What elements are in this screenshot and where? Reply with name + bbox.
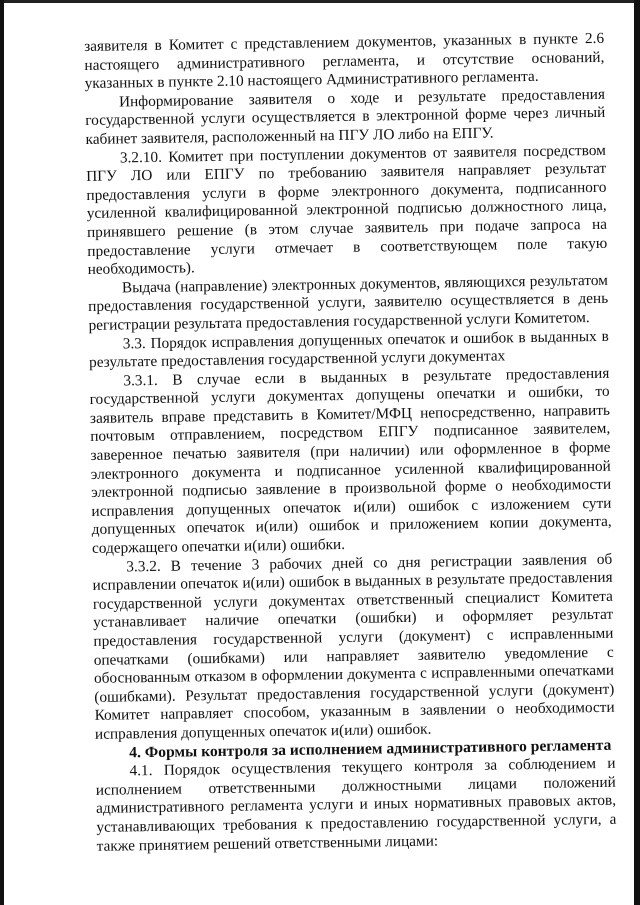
paragraph-continuation: заявителя в Комитет с представлением документов, указанных в пункте 2.6 настоящего административного регламента, и отсутствие оснований, указанных в пункте 2.10 настоящего Административного регламента. [84,29,605,93]
section-4-heading: 4. Формы контроля за исполнением административного регламента [129,736,612,761]
scan-edge-top [0,0,640,3]
section-3-3-title: 3.3. Порядок исправления допущенных опечаток и ошибок в выданных в результате предоставления государственной услуги документах [88,327,609,372]
paragraph-4-1: 4.1. Порядок осуществления текущего контроля за соблюдением и исполнением ответственными должностными лицами положений административного регламента услуги и иных нормативных правовых актов, устанавливающих требования к предоставлению государственной услуги, а также принятием решений ответственными лицами: [95,754,617,855]
paragraph-informing: Информирование заявителя о ходе и результате предоставления государственной услуги осуществляется в электронной форме через личный кабинет заявителя, расположенный на ПГУ ЛО либо на ЕПГУ. [85,85,606,148]
paragraph-3-2-10: 3.2.10. Комитет при поступлении документов от заявителя посредством ПГУ ЛО или ЕПГУ по требованию заявителя направляет результат предоставления услуги в форме электронного документа, подписанного усиленной квалифицированной электронной подписью должностного лица, принявшего решение (в этом случае заявитель при подаче запроса на предоставление услуги отмечает в соответствующем поле такую необходимость). [86,141,608,279]
scan-edge-left [0,0,4,905]
document-body [84,30,617,856]
scan-edge-right [634,0,640,905]
paragraph-3-3-1: 3.3.1. В случае если в выданных в результате предоставления государственной услуги документах допущены опечатки и ошибки, то заявитель вправе представить в Комитет/МФЦ непосредственно, направить почтовым отправлением, посредством ЕПГУ подписанное заявителем, заверенное печатью заявителя (при наличии) или оформленное в форме электронного документа и подписанное усиленной квалифицированной электронной подписью заявление в произвольной форме о необходимости исправления допущенных опечаток и(или) ошибок с изложением сути допущенных опечаток и(или) ошибок и приложением копии документа, содержащего опечатки и(или) ошибки. [89,364,612,557]
paragraph-3-3-2: 3.3.2. В течение 3 рабочих дней со дня регистрации заявления об исправлении опечаток и(или) ошибок в выданных в результате предоставления государственной услуги документах ответственный специалист Комитета устанавливает наличие опечатки (ошибки) и оформляет результат предоставления государственной услуги (документ) с исправленными опечатками (ошибками) или направляет заявителю уведомление с обоснованным отказом в оформлении документа с исправленными опечатками (ошибками). Результат предоставления государственной услуги (документ) Комитет направляет способом, указанным в заявлении о необходимости исправления допущенных опечаток и(или) ошибок. [92,550,615,743]
paragraph-issuance: Выдача (направление) электронных документов, являющихся результатом предоставления государственной услуги, заявителю осуществляется в день регистрации результата предоставления государственной услуги Комитетом. [88,271,609,334]
